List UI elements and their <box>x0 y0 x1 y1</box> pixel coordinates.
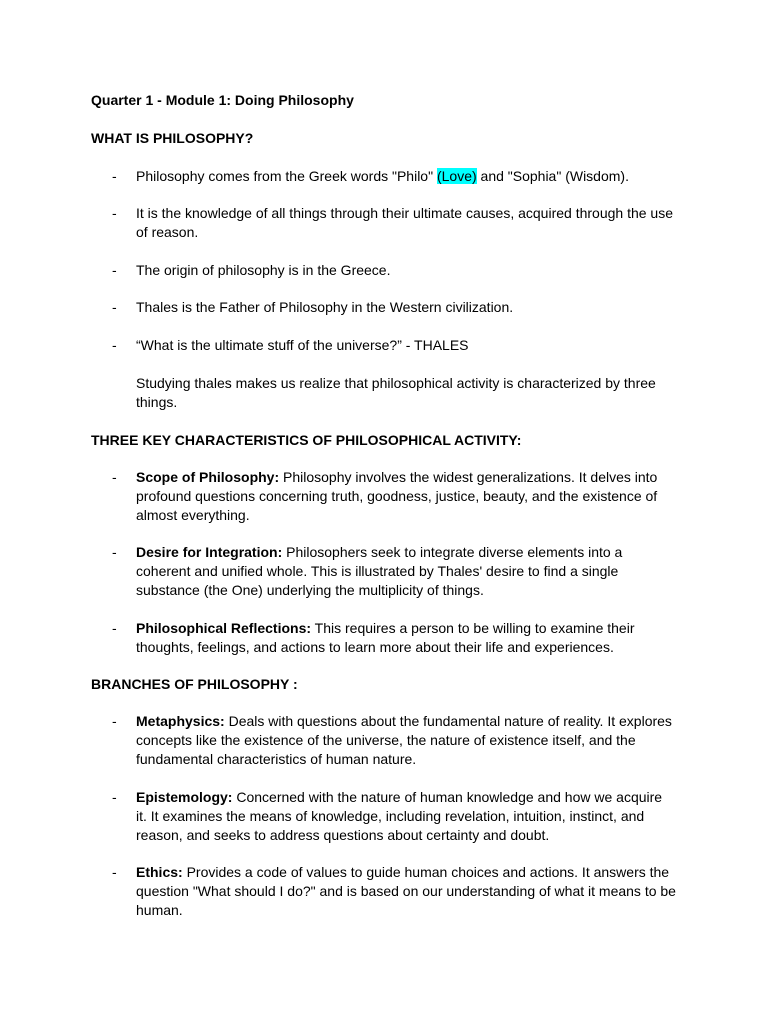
list-item <box>112 167 692 186</box>
highlighted-word: (Love) <box>436 168 477 184</box>
list-item <box>112 712 692 769</box>
bullet-text: Epistemology: Concerned with the nature of human knowledge and how we acquire it. It examines the means of knowledge, including revelation, intuition, instinct, and reason, and seeks to address questions about certainty and doubt. <box>136 789 663 843</box>
section-heading-branches: BRANCHES OF PHILOSOPHY : <box>91 676 298 692</box>
bullet-dash: - <box>112 299 117 315</box>
bullet-dash: - <box>112 205 117 221</box>
bullet-text: Scope of Philosophy: Philosophy involves the widest generalizations. It delves into profound questions concerning truth, goodness, justice, beauty, and the existence of almost everything. <box>136 469 658 523</box>
bullet-dash: - <box>112 168 117 184</box>
bullet-dash: - <box>112 620 117 636</box>
note-paragraph: Studying thales makes us realize that philosophical activity is characterized by three things. <box>136 375 656 410</box>
bullet-dash: - <box>112 544 117 560</box>
term-label: Desire for Integration: <box>136 544 283 560</box>
bullet-dash: - <box>112 789 117 805</box>
list-item <box>112 261 692 280</box>
list-item <box>112 298 692 317</box>
term-label: Metaphysics: <box>136 713 225 729</box>
bullet-dash: - <box>112 337 117 353</box>
list-item <box>112 468 692 525</box>
bullet-text: Desire for Integration: Philosophers seek to integrate diverse elements into a coherent and unified whole. This is illustrated by Thales' desire to find a single substance (the One) underlying the multiplicity of things. <box>136 544 623 598</box>
bullet-text: “What is the ultimate stuff of the universe?” - THALES <box>136 337 469 353</box>
bullet-text: Ethics: Provides a code of values to guide human choices and actions. It answers the question "What should I do?" and is based on our understanding of what it means to be human. <box>136 864 676 918</box>
term-label: Philosophical Reflections: <box>136 620 312 636</box>
bullet-text: Thales is the Father of Philosophy in the Western civilization. <box>136 299 514 315</box>
term-label: Scope of Philosophy: <box>136 469 280 485</box>
list-item <box>112 336 692 355</box>
list-item <box>112 619 692 657</box>
bullet-dash: - <box>112 864 117 880</box>
section-heading-what-is-philosophy: WHAT IS PHILOSOPHY? <box>91 130 254 146</box>
document-title: Quarter 1 - Module 1: Doing Philosophy <box>91 92 354 108</box>
term-label: Ethics: <box>136 864 183 880</box>
list-item <box>112 863 692 920</box>
section-heading-characteristics: THREE KEY CHARACTERISTICS OF PHILOSOPHICAL ACTIVITY: <box>91 432 522 448</box>
list-item <box>112 204 692 242</box>
bullet-text: Philosophical Reflections: This requires a person to be willing to examine their thoughts, feelings, and actions to learn more about their life and experiences. <box>136 620 635 655</box>
bullet-text: It is the knowledge of all things through their ultimate causes, acquired through the use of reason. <box>136 205 673 240</box>
bullet-dash: - <box>112 262 117 278</box>
bullet-text: Philosophy comes from the Greek words "Philo" (Love) and "Sophia" (Wisdom). <box>136 168 629 184</box>
list-item <box>112 543 692 600</box>
bullet-dash: - <box>112 713 117 729</box>
bullet-text: The origin of philosophy is in the Greece. <box>136 262 391 278</box>
list-item <box>112 788 692 845</box>
bullet-text: Metaphysics: Deals with questions about the fundamental nature of reality. It explores concepts like the existence of the universe, the nature of existence itself, and the fundamental characteristics of human nature. <box>136 713 672 767</box>
bullet-dash: - <box>112 469 117 485</box>
term-label: Epistemology: <box>136 789 233 805</box>
